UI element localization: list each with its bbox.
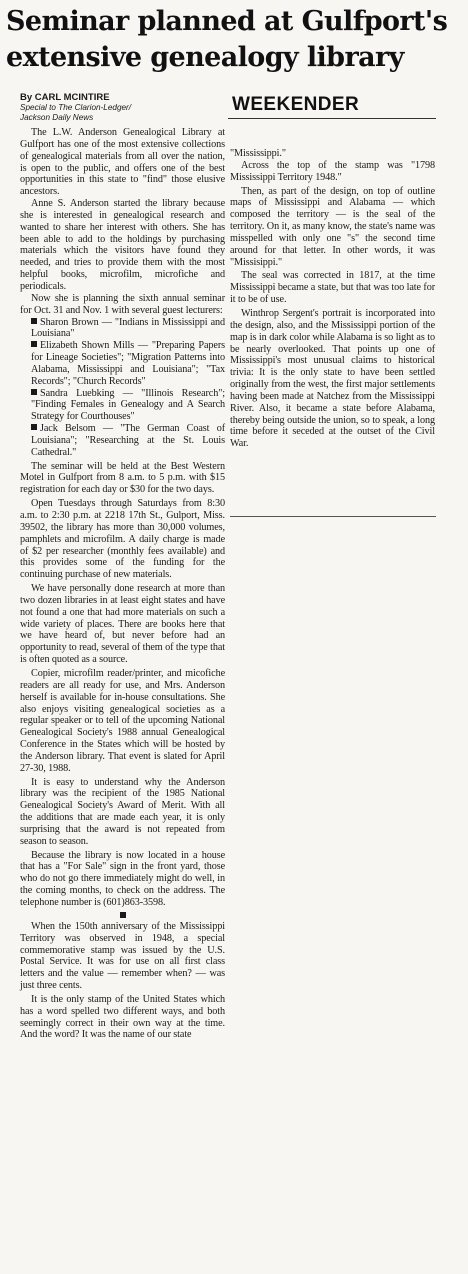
byline-source-1: Special to The Clarion-Ledger/ xyxy=(20,103,132,112)
left-column xyxy=(20,127,225,1041)
section-label: WEEKENDER xyxy=(232,94,360,115)
bullet-square-icon xyxy=(31,424,37,430)
lecturer-text: Elizabeth Shown Mills — "Preparing Papers for Lineage Societies"; "Migration Patterns into Alabama, Mississippi and Louisiana"; "Tax Records"; "Church Records" xyxy=(31,340,225,387)
paragraph: The seal was corrected in 1817, at the time Mississippi became a state, but that was too late for it to be of use. xyxy=(230,270,435,306)
paragraph: The seminar will be held at the Best Western Motel in Gulfport from 8 a.m. to 5 p.m. with $15 registration for each day or $30 for the two days. xyxy=(20,460,225,496)
paragraph: We have personally done research at more than two dozen libraries in at least eight states and have not found a one that had more materials on such a wide variety of places. There are books here that we have heard of, but never before had an opportunity to read, several of them of the type that is often quoted as a source. xyxy=(20,583,225,666)
byline-source-2: Jackson Daily News xyxy=(20,113,94,122)
lecturer-item xyxy=(20,388,225,424)
paragraph: Because the library is now located in a house that has a "For Sale" sign in the front yard, those who do not go there immediately might do well, in the coming months, to check on the address. The telephone number is (601)863-3598. xyxy=(20,849,225,908)
paragraph: It is the only stamp of the United States which has a word spelled two different ways, and both seemingly correct in their own way at the time. And the word? It was the name of our state xyxy=(20,993,225,1041)
paragraph: Copier, microfilm reader/printer, and micofiche readers are all ready for use, and Mrs. Anderson herself is available for in-house consultations. She also enjoys visiting genealogical societies as a regular speaker or to tell of the upcoming National Genealogical Society's 1988 annual Genealogical Conference in the States which will be hosted by the Anderson library. That event is slated for April 27-30, 1988. xyxy=(20,667,225,774)
paragraph: When the 150th anniversary of the Mississippi Territory was observed in 1948, a special commemorative stamp was issued by the U.S. Postal Service. It was for use on all first class letters and the value — remember when? — was just three cents. xyxy=(20,920,225,992)
column-end-rule xyxy=(230,516,436,517)
section-break-icon xyxy=(20,909,225,921)
headline: Seminar planned at Gulfport's extensive genealogy library xyxy=(6,6,448,73)
lecturer-text: Sharon Brown — "Indians in Mississippi and Louisiana" xyxy=(31,316,225,340)
bullet-square-icon xyxy=(31,389,37,395)
paragraph: Then, as part of the design, on top of outline maps of Mississippi and Alabama — which composed the territory — is the seal of the territory. On it, as many know, the state's name was misspelled with only one "s" the second time around for that letter. In other words, it was "Missisippi." xyxy=(230,185,435,268)
section-rule xyxy=(228,118,436,119)
lecturer-item xyxy=(20,340,225,387)
paragraph: Across the top of the stamp was "1798 Mississippi Territory 1948." xyxy=(230,159,435,183)
paragraph: It is easy to understand why the Anderson library was the recipient of the 1985 National Genealogical Society's Award of Merit. With all the additions that are made each year, it is only surprising that the award is not repeated from season to season. xyxy=(20,776,225,847)
lecturer-text: Sandra Luebking — "Illinois Research"; "Finding Females in Genealogy and A Search Strategy for Courthouses" xyxy=(31,387,225,423)
lecturer-item xyxy=(20,317,225,341)
paragraph: Winthrop Sergent's portrait is incorporated into the design, also, and the Mississippi portion of the map is in dark color while Alabama is so light as to be nearly overlooked. That points up one of Mississippi's most unusual claims to historical trivia: It is the only state to have been settled originally from the west, the first major settlements having been made at Natchez from the Mississippi River. Also, it became a state before Alabama, thereby being outside the union, so to speak, a long time before it seceded at the outset of the Civil War. xyxy=(230,307,435,450)
right-column xyxy=(230,148,435,450)
byline xyxy=(20,92,230,123)
bullet-square-icon xyxy=(31,341,37,347)
paragraph: Now she is planning the sixth annual seminar for Oct. 31 and Nov. 1 with several guest lecturers: xyxy=(20,292,225,316)
paragraph: Open Tuesdays through Saturdays from 8:30 a.m. to 2:30 p.m. at 2218 17th St., Gulport, Miss. 39502, the library has more than 30,000 volumes, pamphlets and microfilm. A daily charge is made of $2 per researcher (monthly fees available) and this provides some of the funding for the continuing purchase of new materials. xyxy=(20,498,225,581)
bullet-square-icon xyxy=(31,318,37,324)
paragraph: Anne S. Anderson started the library because she is interested in genealogical research and wanted to share her interest with others. She has been able to add to the holdings by purchasing materials which the visitors have found they needed, and tries to provide them with the most helpful books, microfilm, microfiche and periodicals. xyxy=(20,198,225,292)
paragraph: The L.W. Anderson Genealogical Library at Gulfport has one of the most extensive collections of genealogical materials from all over the nation, is open to the public, and offers one of the best opportunities in this state to "find" those elusive ancestors. xyxy=(20,127,225,198)
lecturer-item xyxy=(20,423,225,459)
lecturer-text: Jack Belsom — "The German Coast of Louisiana"; "Researching at the St. Louis Cathedral." xyxy=(31,423,225,458)
paragraph: "Mississippi." xyxy=(230,148,286,159)
author-name: By CARL MCINTIRE xyxy=(20,92,110,103)
